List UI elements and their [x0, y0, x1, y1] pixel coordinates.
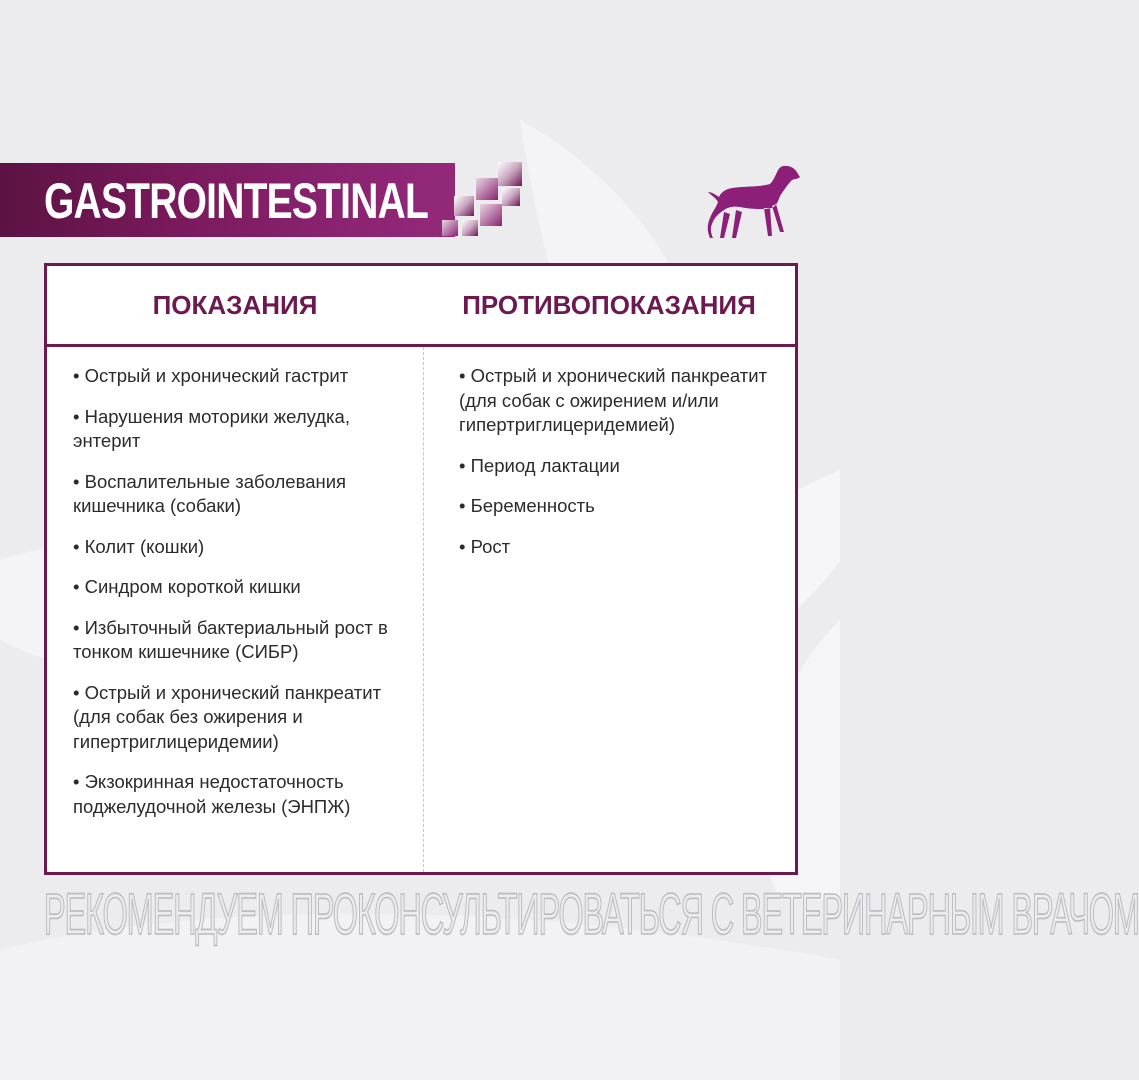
list-item: • Острый и хронический панкреатит (для собак с ожирением и/или гипертриглицеридемией) — [459, 365, 768, 435]
indications-header: ПОКАЗАНИЯ — [152, 290, 318, 320]
squares-decoration-icon — [440, 160, 530, 242]
table-header-row — [47, 266, 795, 347]
contraindications-list — [459, 364, 779, 575]
indications-list — [73, 364, 403, 835]
list-item: • Острый и хронический панкреатит (для собак без ожирения и гипертриглицеридемии) — [73, 681, 382, 752]
dog-icon — [702, 162, 802, 242]
contraindications-header: ПРОТИВОПОКАЗАНИЯ — [462, 290, 756, 320]
list-item: • Колит (кошки) — [73, 535, 205, 557]
banner-title: GASTROINTESTINAL — [44, 173, 429, 229]
footer-recommendation: РЕКОМЕНДУЕМ ПРОКОНСУЛЬТИРОВАТЬСЯ С ВЕТЕРИНАРНЫМ ВРАЧОМ — [44, 882, 1139, 947]
list-item: • Рост — [459, 535, 511, 557]
list-item: • Нарушения моторики желудка, энтерит — [73, 405, 350, 451]
list-item: • Синдром короткой кишки — [73, 576, 301, 597]
indications-table — [44, 263, 798, 875]
column-divider — [423, 347, 424, 872]
list-item: • Экзокринная недостаточность поджелудочной железы (ЭНПЖ) — [73, 771, 351, 817]
list-item: • Воспалительные заболевания кишечника (собаки) — [73, 470, 347, 516]
list-item: • Беременность — [459, 495, 595, 516]
list-item: • Острый и хронический гастрит — [73, 365, 349, 386]
list-item: • Период лактации — [459, 454, 620, 476]
list-item: • Избыточный бактериальный рост в тонком кишечнике (СИБР) — [73, 616, 388, 662]
